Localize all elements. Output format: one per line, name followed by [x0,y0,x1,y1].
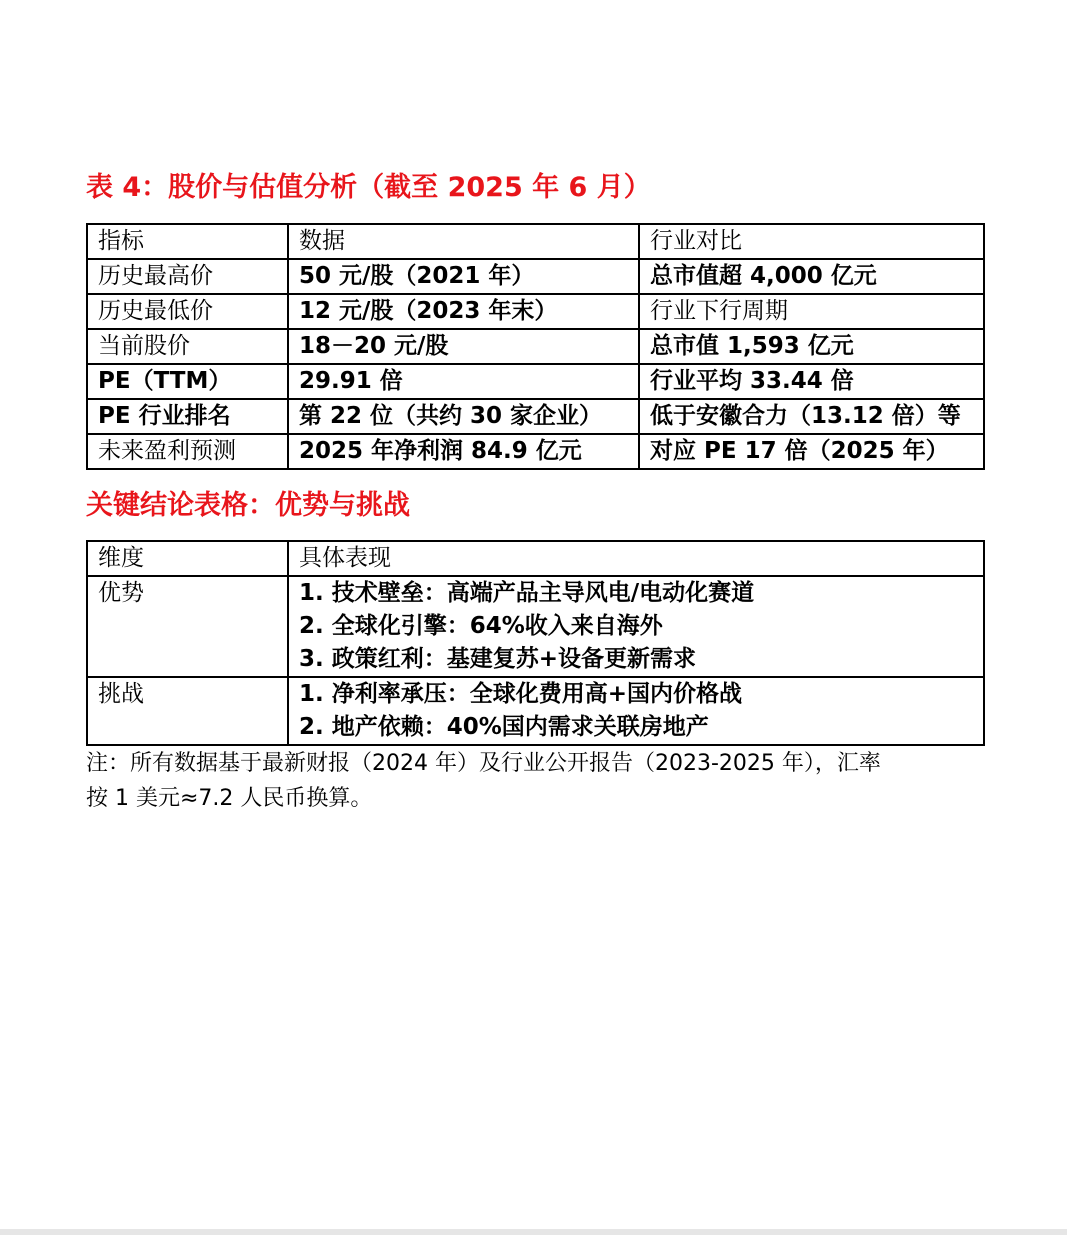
value-cell: 50 元/股（2021 年） [288,259,639,294]
list-item: 3. 政策红利：基建复苏+设备更新需求 [299,646,697,672]
footnote-line: 注：所有数据基于最新财报（2024 年）及行业公开报告（2023-2025 年），汇率 [86,751,881,776]
comparison-cell: 行业下行周期 [639,294,984,329]
table-header-row [87,541,984,576]
details-cell [288,677,984,745]
header-cell: 具体表现 [288,541,984,576]
table-row [87,677,984,745]
comparison-cell: 总市值超 4,000 亿元 [639,259,984,294]
details-cell [288,576,984,677]
indicator-cell: 历史最低价 [87,294,288,329]
header-cell: 行业对比 [639,224,984,259]
indicator-cell: PE 行业排名 [87,399,288,434]
table-row [87,434,984,469]
list-item: 1. 净利率承压：全球化费用高+国内价格战 [299,681,743,707]
value-cell: 12 元/股（2023 年末） [288,294,639,329]
indicator-cell: 未来盈利预测 [87,434,288,469]
list-item: 2. 地产依赖：40%国内需求关联房地产 [299,714,709,740]
list-item: 2. 全球化引擎：64%收入来自海外 [299,613,663,639]
table-row [87,364,984,399]
footnote [86,746,986,816]
indicator-cell: 历史最高价 [87,259,288,294]
dimension-cell: 优势 [87,576,288,677]
value-cell: 2025 年净利润 84.9 亿元 [288,434,639,469]
header-cell: 维度 [87,541,288,576]
table-row [87,399,984,434]
table-header-row [87,224,984,259]
header-cell: 指标 [87,224,288,259]
comparison-cell: 行业平均 33.44 倍 [639,364,984,399]
value-cell: 18－20 元/股 [288,329,639,364]
table-row [87,576,984,677]
valuation-table [86,223,985,470]
header-cell: 数据 [288,224,639,259]
comparison-cell: 低于安徽合力（13.12 倍）等 [639,399,984,434]
conclusion-table-title: 关键结论表格：优势与挑战 [86,490,410,521]
table-4-title: 表 4：股价与估值分析（截至 2025 年 6 月） [86,172,651,203]
table-row [87,294,984,329]
indicator-cell: PE（TTM） [87,364,288,399]
comparison-cell: 总市值 1,593 亿元 [639,329,984,364]
value-cell: 第 22 位（共约 30 家企业） [288,399,639,434]
strengths-challenges-table [86,540,985,746]
page-bottom-divider [0,1229,1067,1235]
value-cell: 29.91 倍 [288,364,639,399]
table-row [87,329,984,364]
footnote-line: 按 1 美元≈7.2 人民币换算。 [86,786,373,811]
table-row [87,259,984,294]
indicator-cell: 当前股价 [87,329,288,364]
list-item: 1. 技术壁垒：高端产品主导风电/电动化赛道 [299,580,755,606]
dimension-cell: 挑战 [87,677,288,745]
comparison-cell: 对应 PE 17 倍（2025 年） [639,434,984,469]
